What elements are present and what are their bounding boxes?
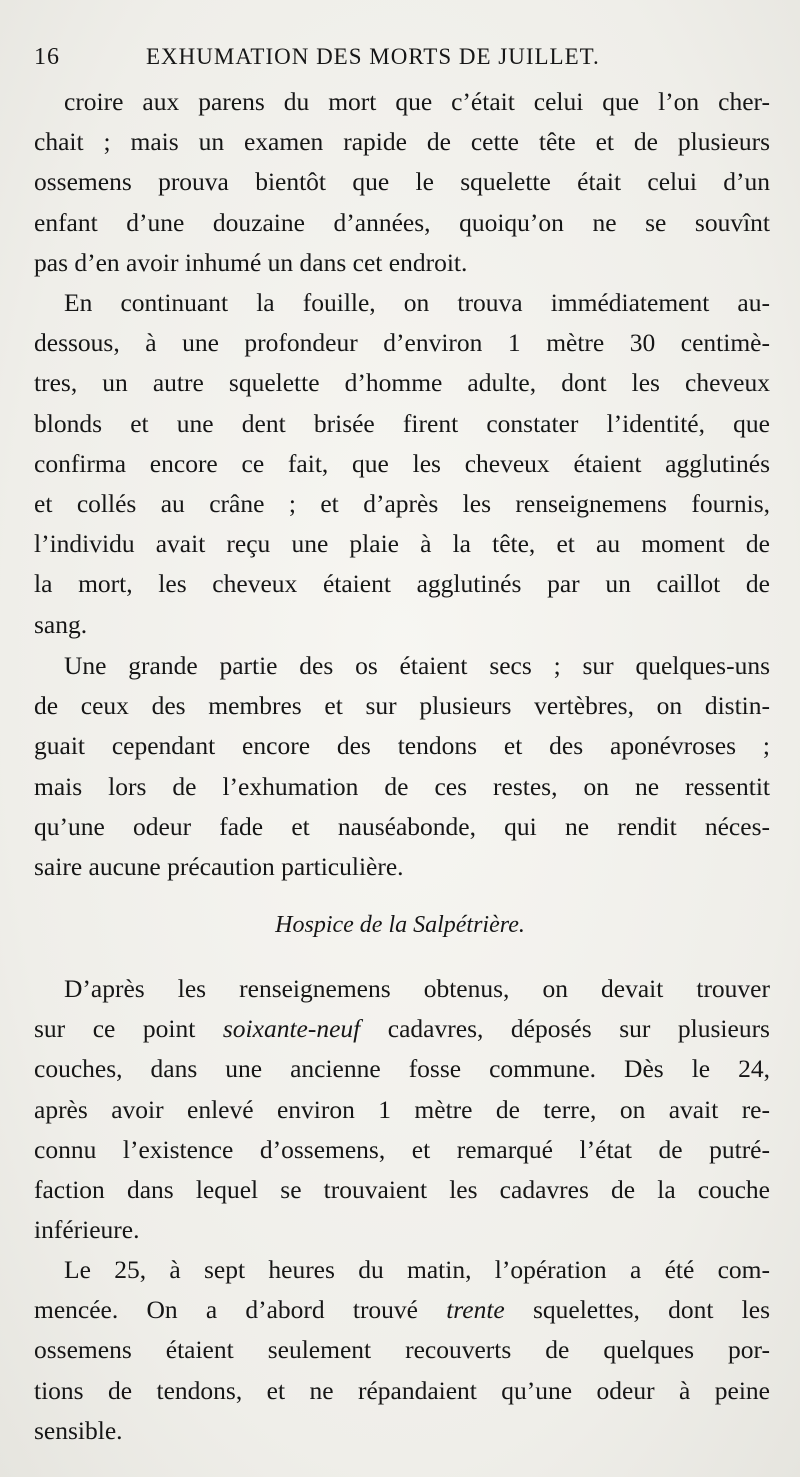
page-header <box>34 44 774 78</box>
text-line: pas d’en avoir inhumé un dans cet endroit. <box>34 247 468 277</box>
text-line: confirma encore ce fait, que les cheveux étaient agglutinés <box>34 448 770 478</box>
text-line: inférieure. <box>34 1215 140 1245</box>
text-line: connu l’existence d’ossemens, et remarqué l’état de putré- <box>34 1134 770 1164</box>
paragraph-2 <box>34 283 770 645</box>
text-line: chait ; mais un examen rapide de cette tête et de plusieurs <box>34 127 770 157</box>
paragraph-1 <box>34 82 770 283</box>
running-head: EXHUMATION DES MORTS DE JUILLET. <box>146 44 600 69</box>
text-line: D’après les renseignemens obtenus, on devait trouver <box>64 974 770 1003</box>
paragraph-3 <box>34 646 770 887</box>
text-line: sensible. <box>34 1415 123 1445</box>
text-line: ossemens prouva bientôt que le squelette était celui d’un <box>34 167 770 197</box>
text-line: guait cependant encore des tendons et des aponévroses ; <box>34 731 770 761</box>
text-line: faction dans lequel se trouvaient les cadavres de la couche <box>34 1174 770 1204</box>
text-line: mencée. On a d’abord trouvé trente squelettes, dont les <box>34 1295 770 1325</box>
text-line: de ceux des membres et sur plusieurs vertèbres, on distin- <box>34 691 770 721</box>
text-line: dessous, à une profondeur d’environ 1 mètre 30 centimè- <box>34 328 770 358</box>
section-heading: Hospice de la Salpétrière. <box>275 912 525 938</box>
paragraph-4 <box>34 969 770 1250</box>
text-line: et collés au crâne ; et d’après les renseignemens fournis, <box>34 488 770 518</box>
text-line: Une grande partie des os étaient secs ; sur quelques-uns <box>64 651 770 680</box>
text-line: enfant d’une douzaine d’années, quoiqu’on ne se souvînt <box>34 207 770 237</box>
text-line: saire aucune précaution particulière. <box>34 851 404 881</box>
text-line: mais lors de l’exhumation de ces restes, on ne ressentit <box>34 771 770 801</box>
text-line: sur ce point soixante-neuf cadavres, déposés sur plusieurs <box>34 1014 770 1044</box>
text-line: la mort, les cheveux étaient agglutinés par un caillot de <box>34 569 770 599</box>
text-line: couches, dans une ancienne fosse commune. Dès le 24, <box>34 1054 770 1084</box>
page-number: 16 <box>34 44 60 70</box>
text-line: tres, un autre squelette d’homme adulte, dont les cheveux <box>34 368 770 398</box>
text-line: blonds et une dent brisée firent constater l’identité, que <box>34 408 770 438</box>
paragraph-5 <box>34 1250 770 1451</box>
text-line: après avoir enlevé environ 1 mètre de terre, on avait re- <box>34 1094 770 1124</box>
text-line: l’individu avait reçu une plaie à la tête, et au moment de <box>34 529 770 559</box>
text-line: Le 25, à sept heures du matin, l’opération a été com- <box>64 1255 770 1284</box>
text-line: croire aux parens du mort que c’était celui que l’on cher- <box>64 87 770 116</box>
text-line: ossemens étaient seulement recouverts de quelques por- <box>34 1335 770 1365</box>
text-line: qu’une odeur fade et nauséabonde, qui ne rendit néces- <box>34 811 770 841</box>
text-line: tions de tendons, et ne répandaient qu’une odeur à peine <box>34 1375 770 1405</box>
text-line: En continuant la fouille, on trouva immédiatement au- <box>64 288 770 317</box>
text-line: sang. <box>34 609 88 639</box>
